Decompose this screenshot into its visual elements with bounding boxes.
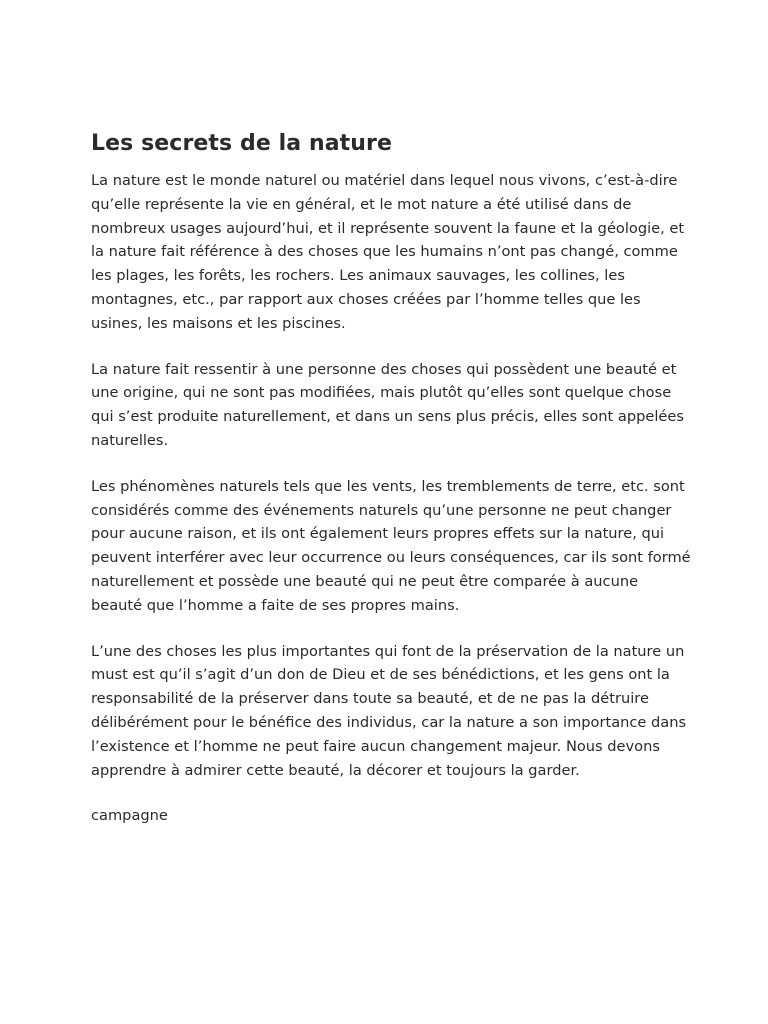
article-paragraph-4: L’une des choses les plus importantes qui font de la préservation de la nature un must est qu’il s’agit d’un don de Dieu et de ses bénédictions, et les gens ont la responsabilité de la préserver dans toute sa beauté, et de ne pas la détruire délibérément pour le bénéfice des individus, car la nature a son importance dans l’existence et l’homme ne peut faire aucun changement majeur. Nous devons apprendre à admirer cette beauté, la décorer et toujours la garder.: [91, 642, 687, 779]
article-tag: campagne: [91, 807, 168, 825]
article-title: Les secrets de la nature: [91, 131, 393, 156]
article-paragraph-1: La nature est le monde naturel ou matériel dans lequel nous vivons, c’est-à-dire qu’elle représente la vie en général, et le mot nature a été utilisé dans de nombreux usages aujourd’hui, et il représente souvent la faune et la géologie, et la nature fait référence à des choses que les humains n’ont pas changé, comme les plages, les forêts, les rochers. Les animaux sauvages, les collines, les montagnes, etc., par rapport aux choses créées par l’homme telles que les usines, les maisons et les piscines.: [91, 172, 685, 332]
article-paragraph-2: La nature fait ressentir à une personne des choses qui possèdent une beauté et une origine, qui ne sont pas modifiées, mais plutôt qu’elles sont quelque chose qui s’est produite naturellement, et dans un sens plus précis, elles sont appelées naturelles.: [91, 360, 684, 449]
article: [91, 128, 691, 850]
article-paragraph-3: Les phénomènes naturels tels que les vents, les tremblements de terre, etc. sont considérés comme des événements naturels qu’une personne ne peut changer pour aucune raison, et ils ont également leurs propres effets sur la nature, qui peuvent interférer avec leur occurrence ou leurs conséquences, car ils sont formé naturellement et possède une beauté qui ne peut être comparée à aucune beauté que l’homme a faite de ses propres mains.: [91, 477, 691, 614]
